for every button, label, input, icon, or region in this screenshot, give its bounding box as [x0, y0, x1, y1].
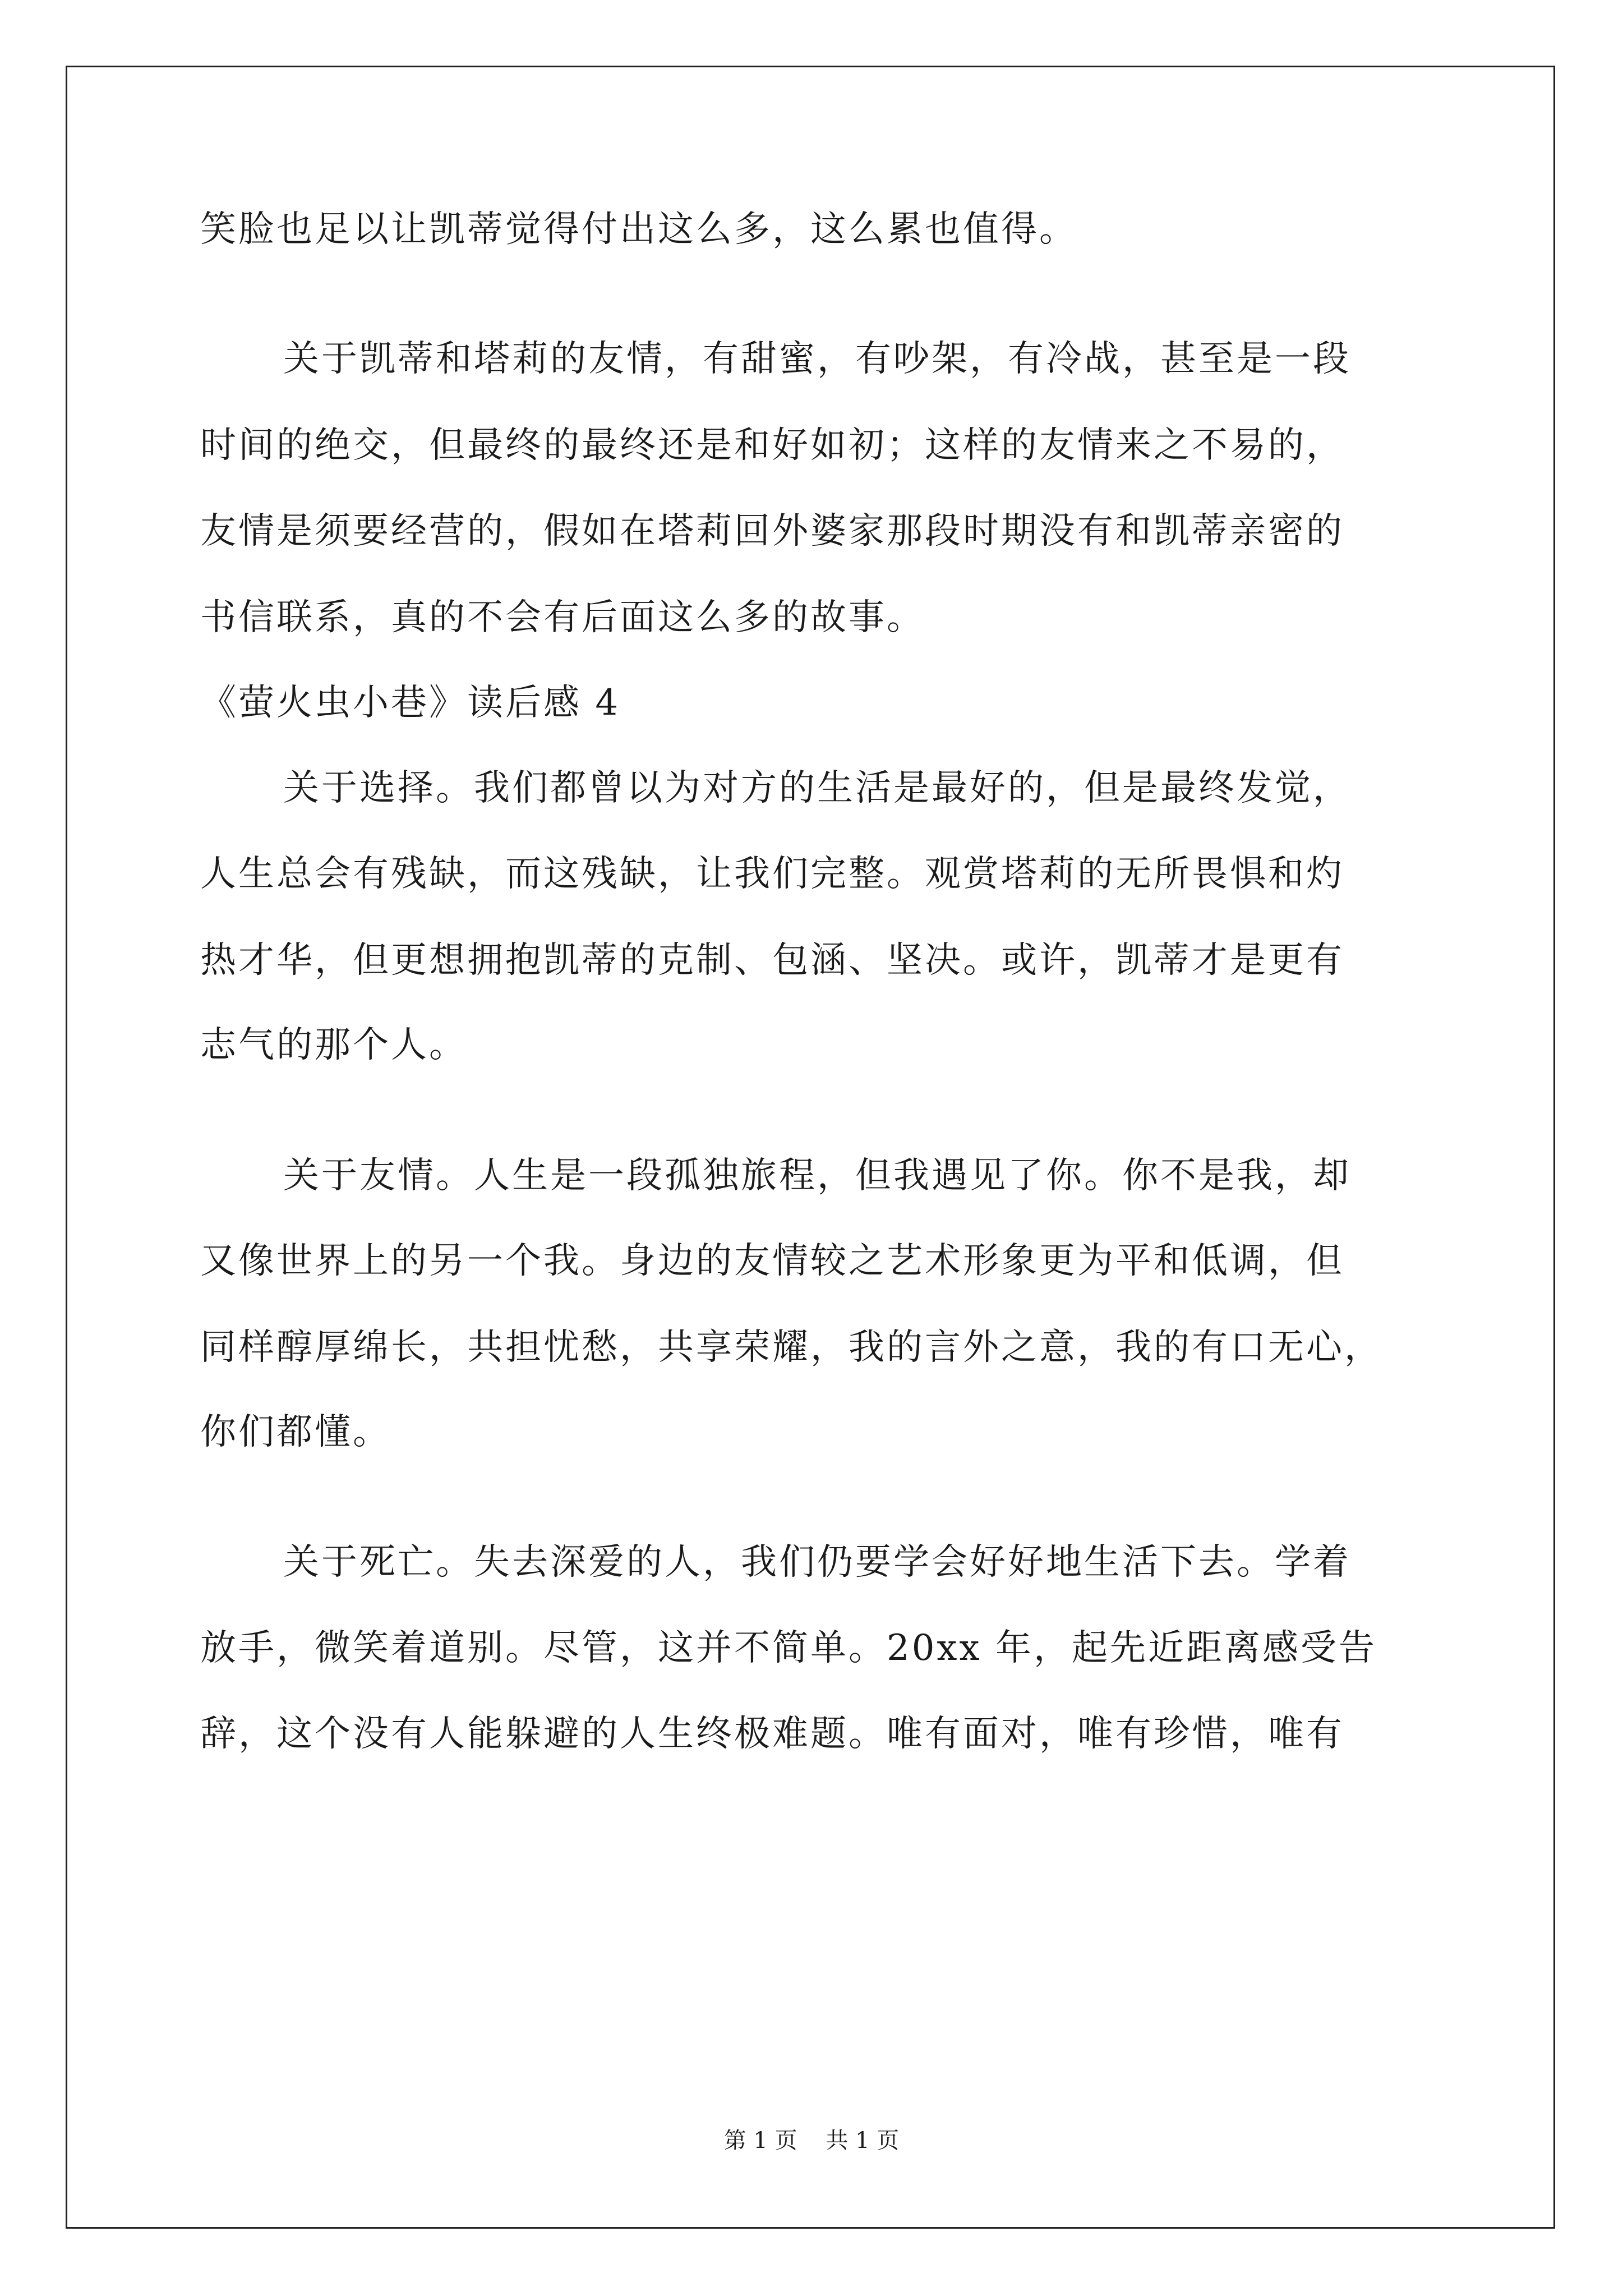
text-line: 关于友情。人生是一段孤独旅程，但我遇见了你。你不是我，却: [283, 1155, 1351, 1197]
text-line: 书信联系，真的不会有后面这么多的故事。: [200, 597, 925, 638]
page-border: [66, 66, 1555, 2229]
section-heading: 《萤火虫小巷》读后感 4: [200, 682, 621, 724]
text-line: 笑脸也足以让凯蒂觉得付出这么多，这么累也值得。: [200, 209, 1077, 250]
text-line: 你们都懂。: [200, 1411, 391, 1453]
text-line: 同样醇厚绵长，共担忧愁，共享荣耀，我的言外之意，我的有口无心，: [200, 1327, 1382, 1368]
text-line: 关于死亡。失去深爱的人，我们仍要学会好好地生活下去。学着: [283, 1542, 1351, 1583]
text-line: 关于选择。我们都曾以为对方的生活是最好的，但是最终发觉，: [283, 767, 1351, 809]
text-line: 热才华，但更想拥抱凯蒂的克制、包涵、坚决。或许，凯蒂才是更有: [200, 940, 1344, 981]
text-line: 又像世界上的另一个我。身边的友情较之艺术形象更为平和低调，但: [200, 1240, 1344, 1282]
text-line: 放手，微笑着道别。尽管，这并不简单。20xx 年，起先近距离感受告: [200, 1627, 1377, 1669]
text-line: 时间的绝交，但最终的最终还是和好如初；这样的友情来之不易的，: [200, 425, 1344, 466]
text-line: 辞，这个没有人能躲避的人生终极难题。唯有面对，唯有珍惜，唯有: [200, 1713, 1344, 1755]
page-footer: 第 1 页 共 1 页: [723, 2128, 900, 2154]
text-line: 友情是须要经营的，假如在塔莉回外婆家那段时期没有和凯蒂亲密的: [200, 510, 1344, 552]
text-line: 志气的那个人。: [200, 1024, 467, 1066]
text-line: 人生总会有残缺，而这残缺，让我们完整。观赏塔莉的无所畏惧和灼: [200, 853, 1344, 895]
text-line: 关于凯蒂和塔莉的友情，有甜蜜，有吵架，有冷战，甚至是一段: [283, 338, 1351, 380]
